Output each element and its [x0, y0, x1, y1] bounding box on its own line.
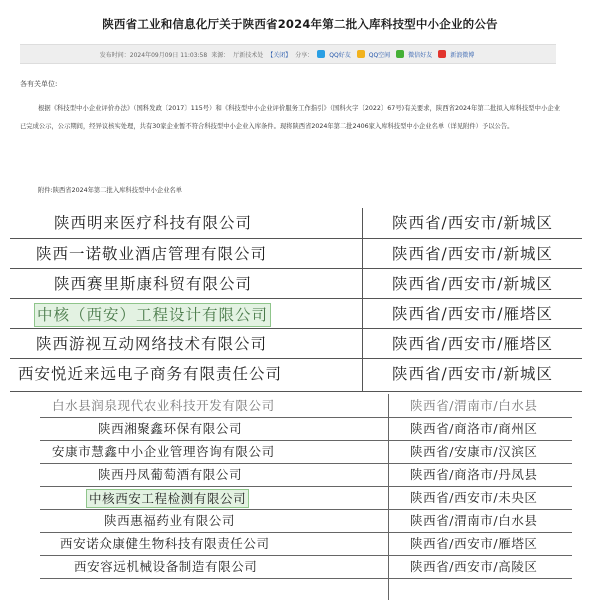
wechat-icon — [396, 50, 404, 58]
qq-icon — [317, 50, 325, 58]
company-region: 陕西省/西安市/新城区 — [392, 365, 553, 383]
close-link[interactable]: 【关闭】 — [267, 51, 292, 59]
company-name: 西安悦近来远电子商务有限责任公司 — [18, 365, 283, 383]
company-region: 陕西省/西安市/新城区 — [392, 275, 553, 293]
company-region: 陕西省/商洛市/丹凤县 — [410, 467, 538, 482]
company-name-highlighted: 中核（西安）工程设计有限公司 — [34, 303, 271, 327]
company-region: 陕西省/商洛市/商州区 — [410, 421, 538, 436]
share-qq-friend-label: QQ好友 — [329, 51, 351, 59]
table-row — [10, 208, 582, 238]
table-row — [40, 532, 572, 556]
company-region: 陕西省/安康市/汉滨区 — [410, 444, 538, 459]
share-weibo-label: 新浪微博 — [450, 51, 475, 59]
share-qzone-label: QQ空间 — [368, 51, 391, 59]
company-name: 陕西惠福药业有限公司 — [104, 513, 236, 528]
company-name: 白水县润泉现代农业科技开发有限公司 — [52, 398, 275, 413]
company-name: 陕西丹凤葡萄酒有限公司 — [98, 467, 243, 482]
article-title: 陕西省工业和信息化厅关于陕西省2024年第二批入库科技型中小企业的公告 — [102, 17, 498, 31]
company-region: 陕西省/西安市/雁塔区 — [392, 335, 553, 353]
share-wechat[interactable] — [396, 50, 434, 59]
table-row — [10, 268, 582, 299]
table-row — [40, 509, 572, 533]
company-table-scan-1 — [10, 208, 582, 392]
attachment-label: 附件:陕西省2024年第二批入库科技型中小企业名单 — [38, 187, 183, 194]
company-region: 陕西省/西安市/雁塔区 — [410, 536, 538, 551]
table-row — [10, 238, 582, 269]
table-row — [10, 328, 582, 359]
company-name: 陕西一诺敬业酒店管理有限公司 — [36, 245, 268, 263]
source-value: 厅新技术处 — [233, 51, 264, 59]
company-name: 安康市慧鑫中小企业管理咨询有限公司 — [52, 444, 275, 459]
share-qzone[interactable] — [357, 50, 392, 59]
share-label: 分享： — [295, 51, 314, 59]
company-region: 陕西省/西安市/高陵区 — [410, 559, 538, 574]
company-region: 陕西省/渭南市/白水县 — [410, 513, 538, 528]
table-row — [10, 298, 582, 329]
share-weibo[interactable] — [438, 50, 476, 59]
table-row — [40, 440, 572, 464]
company-region: 陕西省/渭南市/白水县 — [410, 398, 538, 413]
salutation: 各有关单位: — [20, 80, 58, 88]
company-region: 陕西省/西安市/雁塔区 — [392, 305, 553, 323]
company-name: 陕西湘聚鑫环保有限公司 — [98, 421, 243, 436]
table-row — [40, 486, 572, 510]
table-row — [40, 394, 572, 418]
company-name-highlighted: 中核西安工程检测有限公司 — [86, 489, 249, 508]
company-region: 陕西省/西安市/新城区 — [392, 214, 553, 232]
company-region: 陕西省/西安市/新城区 — [392, 245, 553, 263]
weibo-icon — [438, 50, 446, 58]
company-table-scan-2 — [40, 394, 572, 600]
company-region: 陕西省/西安市/未央区 — [410, 490, 538, 505]
company-name: 陕西游视互动网络技术有限公司 — [36, 335, 268, 353]
company-name: 陕西赛里斯康科贸有限公司 — [54, 275, 253, 293]
table-row — [40, 463, 572, 487]
share-wechat-label: 微信好友 — [408, 51, 433, 59]
company-name: 陕西明来医疗科技有限公司 — [54, 214, 253, 232]
article-meta-bar — [20, 44, 556, 64]
publish-time: 发布时间：2024年09月09日 11:03:58 — [99, 51, 208, 59]
company-name: 西安容远机械设备制造有限公司 — [74, 559, 258, 574]
table-row — [40, 555, 572, 579]
source-label: 来源： — [211, 51, 230, 59]
table-row — [10, 358, 582, 389]
table-row — [40, 417, 572, 441]
share-qq-friend[interactable] — [317, 50, 352, 59]
qzone-icon — [357, 50, 365, 58]
company-name: 西安诺众康健生物科技有限责任公司 — [60, 536, 270, 551]
body-paragraph: 根据《科技型中小企业评价办法》（国科发政〔2017〕115号）和《科技型中小企业评价服务工作指引》（国科火字〔2022〕67号)有关要求，陕西省2024年第二批拟入库科技型中小企业已完成公示，公示期间，经异议核实处理，共有30家企业暂不符合科技型中小企业入库条件。现将陕西省2024年第二批2406家入库科技型中小企业名单（详见附件）予以公告。 — [20, 105, 560, 130]
